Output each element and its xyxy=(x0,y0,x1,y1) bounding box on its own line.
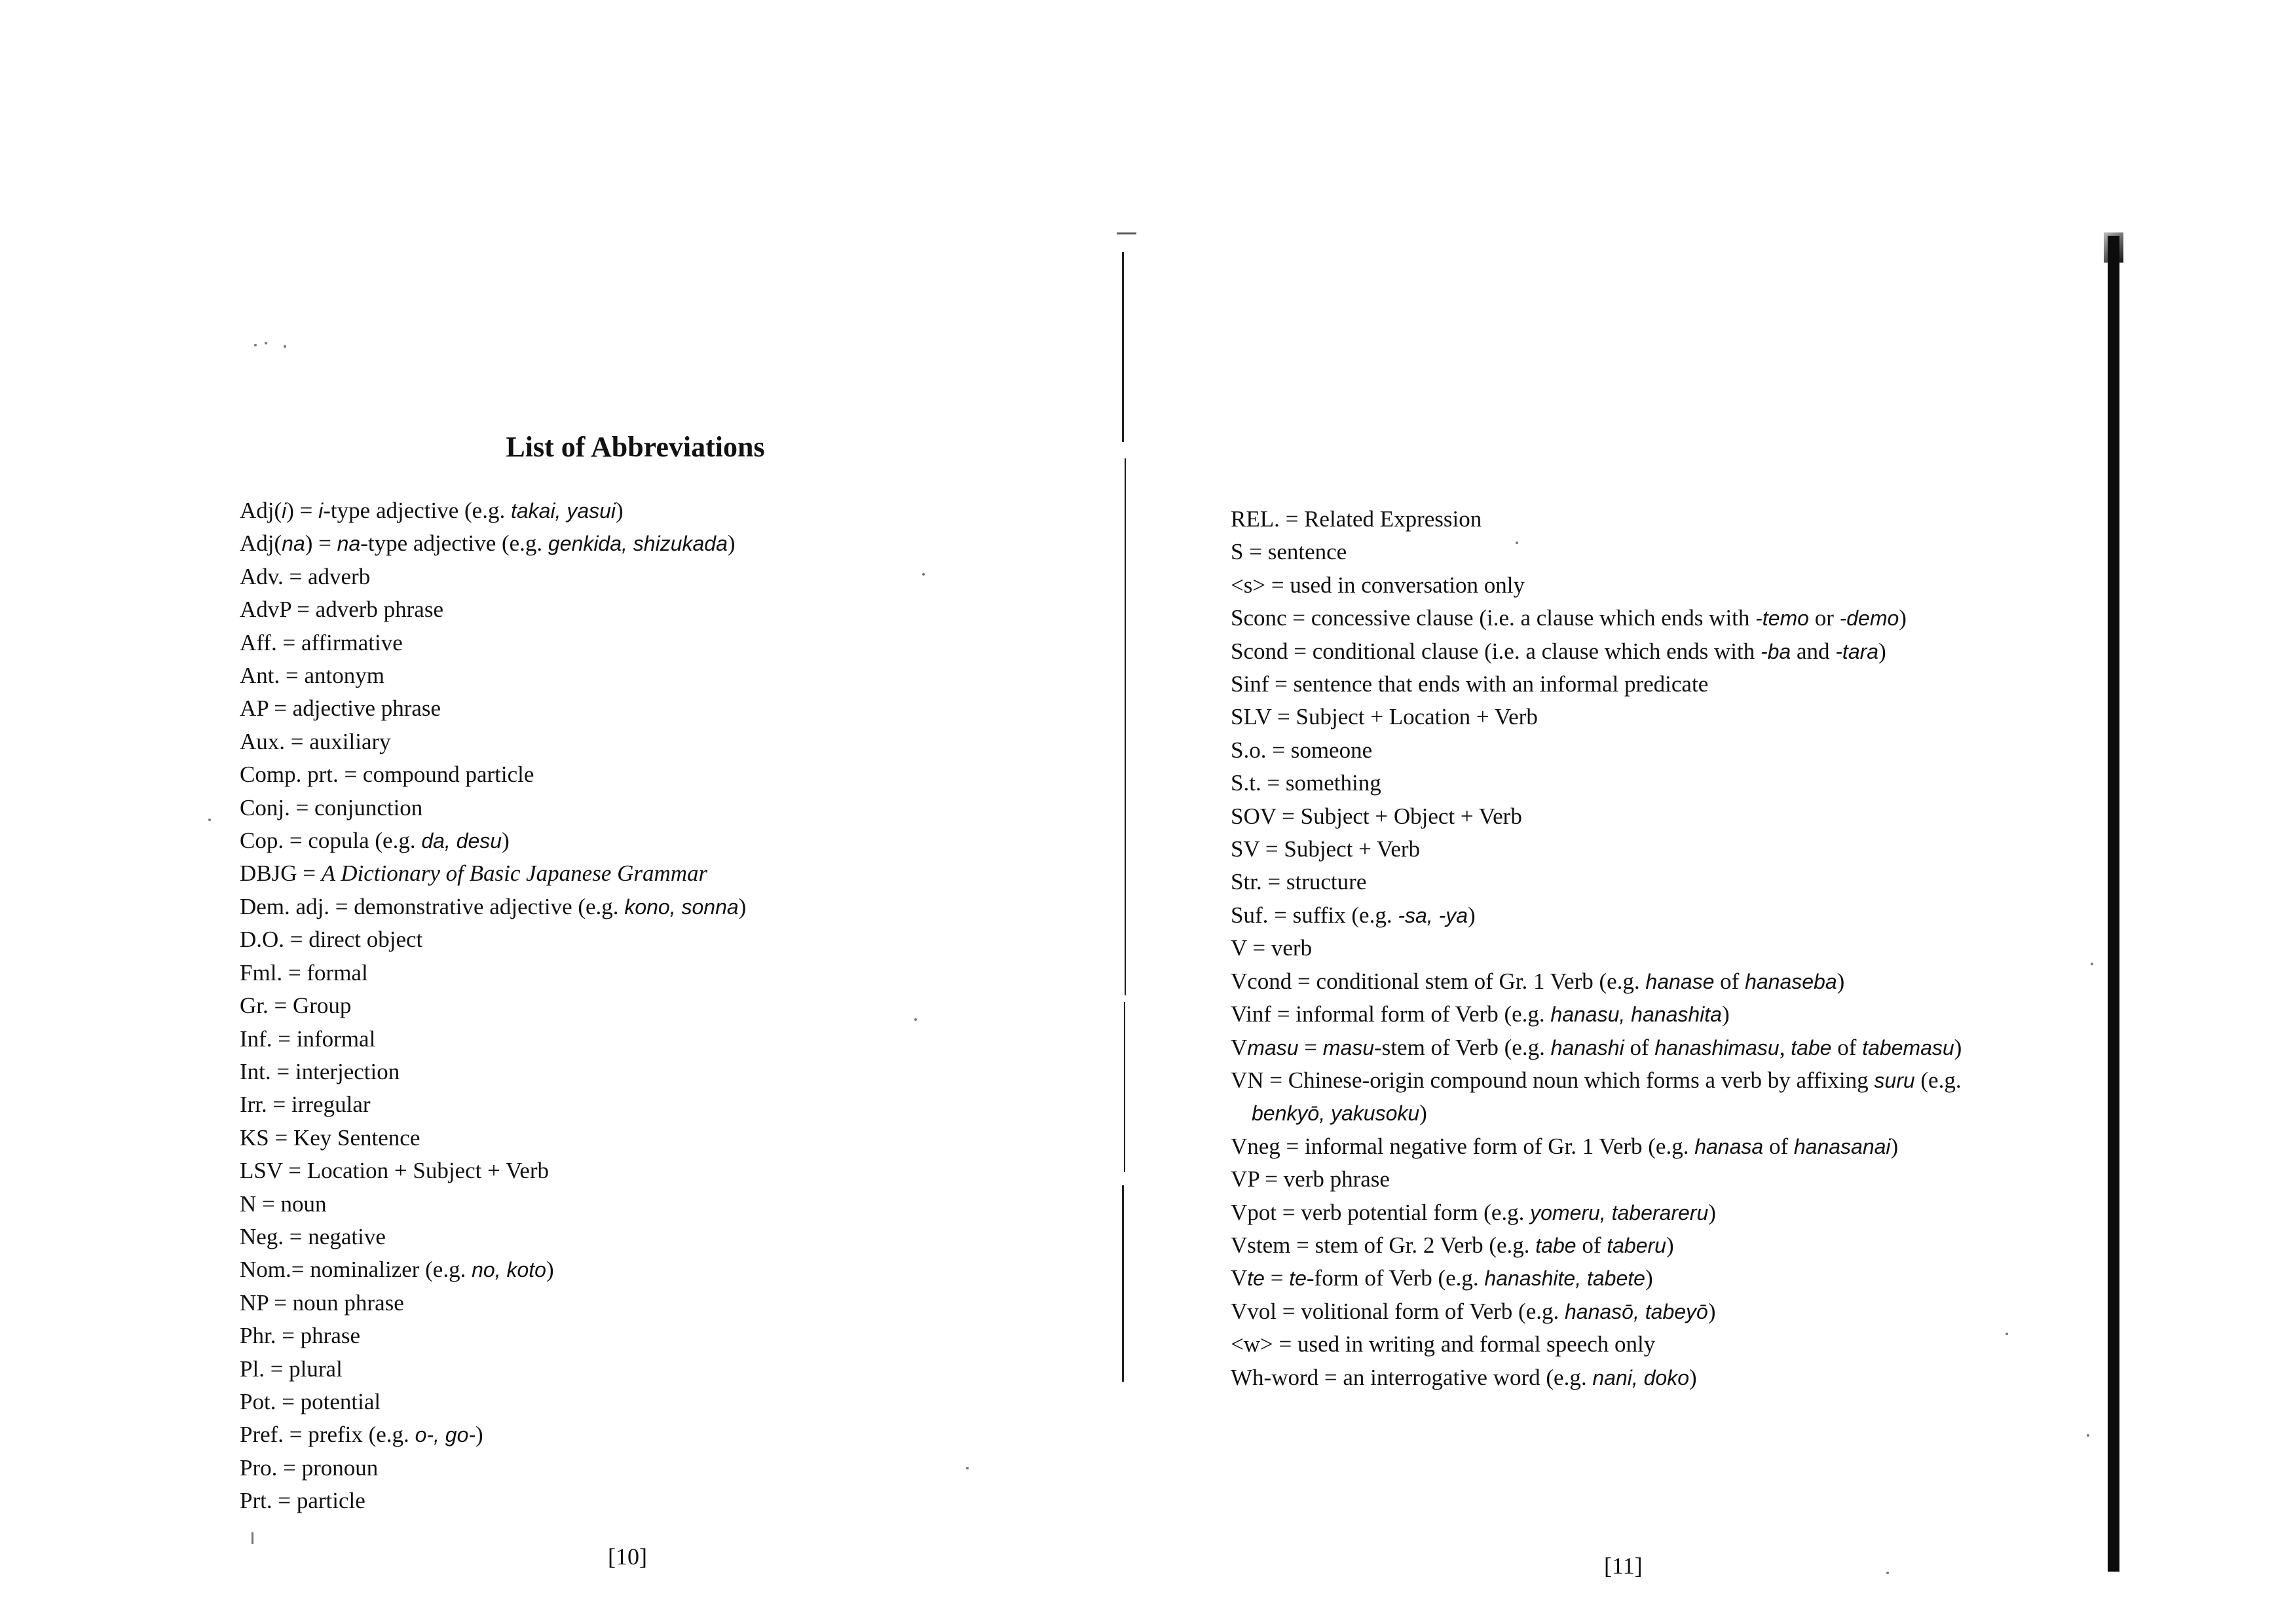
binding-line xyxy=(1125,458,1126,995)
list-item: Phr. = phrase xyxy=(240,1323,361,1349)
scan-speck xyxy=(2087,1434,2089,1437)
list-item: Scond = conditional clause (i.e. a clause which ends with -ba and -tara) xyxy=(1231,638,1886,664)
book-title: A Dictionary of Basic Japanese Grammar xyxy=(321,860,708,887)
scan-speck xyxy=(252,1532,253,1544)
list-item: Vte = te-form of Verb (e.g. hanashite, tabete) xyxy=(1231,1265,1653,1291)
binding-line xyxy=(1124,1002,1125,1172)
list-item: LSV = Location + Subject + Verb xyxy=(240,1158,550,1184)
list-item: Aff. = affirmative xyxy=(240,629,403,655)
list-item: Dem. adj. = demonstrative adjective (e.g. kono, sonna) xyxy=(240,893,747,919)
list-item: Inf. = informal xyxy=(240,1025,376,1052)
scan-speck xyxy=(1516,542,1518,544)
list-item: S.o. = someone xyxy=(1231,737,1373,763)
list-item: Suf. = suffix (e.g. -sa, -ya) xyxy=(1231,902,1476,928)
list-item: N = noun xyxy=(240,1190,327,1217)
page-number: [10] xyxy=(608,1543,647,1570)
scan-speck xyxy=(1886,1572,1889,1574)
list-item: Conj. = conjunction xyxy=(240,794,423,821)
page-number: [11] xyxy=(1604,1553,1643,1579)
list-item: Pro. = pronoun xyxy=(240,1454,379,1481)
list-item: Vinf = informal form of Verb (e.g. hanasu, hanashita) xyxy=(1231,1001,1730,1027)
list-item: Vvol = volitional form of Verb (e.g. hanasō, tabeyō) xyxy=(1231,1298,1716,1324)
abbreviation-list xyxy=(1231,503,2252,1394)
binding-line xyxy=(1122,252,1124,442)
list-item: Int. = interjection xyxy=(240,1058,400,1084)
page-title: List of Abbreviations xyxy=(506,431,765,464)
list-item: Nom.= nominalizer (e.g. no, koto) xyxy=(240,1257,554,1283)
scan-speck xyxy=(2091,963,2093,965)
list-item: DBJG = A Dictionary of Basic Japanese Grammar xyxy=(240,860,708,887)
list-item: AP = adjective phrase xyxy=(240,695,441,722)
list-item: KS = Key Sentence xyxy=(240,1124,420,1151)
list-item: S.t. = something xyxy=(1231,770,1381,796)
list-item: Comp. prt. = compound particle xyxy=(240,762,534,788)
scan-speck xyxy=(966,1467,969,1469)
list-item: <w> = used in writing and formal speech only xyxy=(1231,1331,1656,1357)
list-item: S = sentence xyxy=(1231,539,1347,565)
page-edge-bar xyxy=(2108,236,2119,1572)
list-item: Sconc = concessive clause (i.e. a clause which ends with -temo or -demo) xyxy=(1231,605,1907,631)
scan-speck xyxy=(265,342,267,344)
list-item: Adv. = adverb xyxy=(240,563,371,589)
scan-speck xyxy=(2006,1333,2008,1335)
list-item: SLV = Subject + Location + Verb xyxy=(1231,704,1538,730)
list-item: Cop. = copula (e.g. da, desu) xyxy=(240,828,510,854)
list-item: Vstem = stem of Gr. 2 Verb (e.g. tabe of taberu) xyxy=(1231,1232,1674,1258)
list-item: Vneg = informal negative form of Gr. 1 Verb (e.g. hanasa of hanasanai) xyxy=(1231,1133,1899,1159)
list-item-continuation: benkyō, yakusoku) xyxy=(1252,1100,1427,1126)
list-item: Pot. = potential xyxy=(240,1388,381,1414)
list-item: Prt. = particle xyxy=(240,1488,365,1514)
list-item: Irr. = irregular xyxy=(240,1092,371,1118)
list-item: NP = noun phrase xyxy=(240,1289,404,1316)
list-item: Vmasu = masu-stem of Verb (e.g. hanashi of hanashimasu, tabe of tabemasu) xyxy=(1231,1034,1962,1060)
binding-line xyxy=(1122,1185,1124,1382)
scan-speck xyxy=(914,1018,917,1021)
list-item: Sinf = sentence that ends with an informal predicate xyxy=(1231,671,1709,697)
list-item: Vpot = verb potential form (e.g. yomeru, taberareru) xyxy=(1231,1199,1716,1225)
list-item: Gr. = Group xyxy=(240,993,352,1019)
list-item: Adj(na) = na-type adjective (e.g. genkida, shizukada) xyxy=(240,530,736,557)
abbreviation-list xyxy=(240,494,1091,1518)
list-item: SOV = Subject + Object + Verb xyxy=(1231,803,1522,829)
list-item: V = verb xyxy=(1231,935,1313,961)
list-item: SV = Subject + Verb xyxy=(1231,836,1421,862)
scan-speck xyxy=(254,344,257,346)
list-item: Wh-word = an interrogative word (e.g. nani, doko) xyxy=(1231,1364,1697,1390)
list-item: VN = Chinese-origin compound noun which forms a verb by affixing suru (e.g. benkyō, yakusoku) xyxy=(1231,1064,2252,1130)
scan-speck xyxy=(284,345,286,348)
list-item: Ant. = antonym xyxy=(240,663,384,689)
list-item: REL. = Related Expression xyxy=(1231,506,1482,532)
list-item: D.O. = direct object xyxy=(240,927,423,953)
list-item: Adj(i) = i-type adjective (e.g. takai, yasui) xyxy=(240,498,624,523)
list-item: Pl. = plural xyxy=(240,1356,343,1382)
list-item: AdvP = adverb phrase xyxy=(240,597,444,623)
scan-speck xyxy=(208,819,211,821)
list-item: Fml. = formal xyxy=(240,959,368,986)
list-item: Pref. = prefix (e.g. o-, go-) xyxy=(240,1422,483,1448)
list-item: Neg. = negative xyxy=(240,1223,386,1249)
list-item: Vcond = conditional stem of Gr. 1 Verb (e.g. hanase of hanaseba) xyxy=(1231,968,1845,994)
binding-line xyxy=(1117,232,1136,234)
right-page xyxy=(1148,0,2295,1624)
list-item: Aux. = auxiliary xyxy=(240,728,391,754)
list-item: VP = verb phrase xyxy=(1231,1166,1390,1192)
scan-speck xyxy=(922,573,925,576)
list-item: <s> = used in conversation only xyxy=(1231,572,1525,598)
list-item: Str. = structure xyxy=(1231,869,1367,895)
